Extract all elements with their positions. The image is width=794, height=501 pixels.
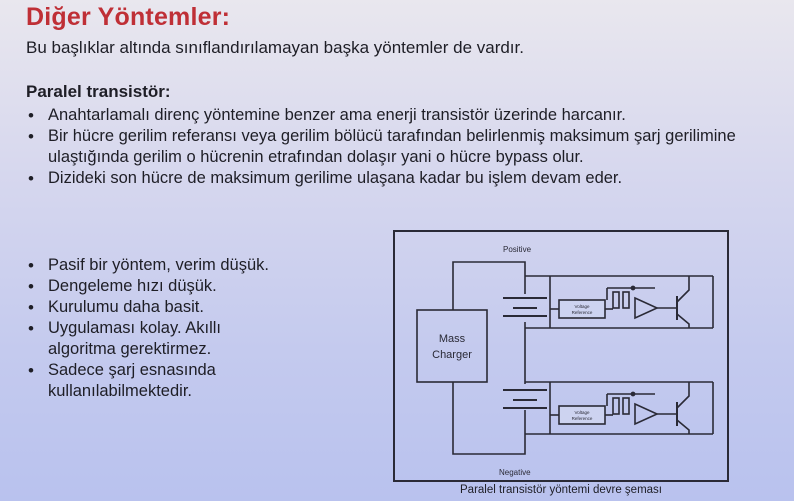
- section-heading: Paralel transistör:: [26, 82, 171, 101]
- top-bullet-list: [26, 105, 756, 189]
- voltage-reference-box: [559, 406, 605, 424]
- intro-text: Bu başlıklar altında sınıflandırılamayan başka yöntemler de vardır.: [26, 38, 524, 57]
- bullet-item: • Bir hücre gerilim referansı veya gerilim bölücü tarafından belirlenmiş maksimum şarj gerilimine ulaştığında gerilim o hücrenin etrafından dolaşır yani o hücre bypass olur.: [26, 126, 756, 168]
- voltage-reference-label: Reference: [571, 416, 593, 421]
- op-amp: [635, 298, 657, 318]
- resistor: [613, 292, 619, 308]
- charger-label-line2: Charger: [432, 349, 472, 361]
- bullet-item: • Anahtarlamalı direnç yöntemine benzer ama enerji transistör üzerinde harcanır.: [26, 105, 756, 126]
- bypass-module-bottom: [525, 382, 713, 434]
- bullet-item: • Dizideki son hücre de maksimum gerilime ulaşana kadar bu işlem devam eder.: [26, 168, 756, 189]
- positive-rail: [453, 262, 525, 310]
- bullet-item: • Sadece şarj esnasında kullanılabilmektedir.: [26, 360, 286, 402]
- negative-label: Negative: [499, 468, 531, 477]
- resistor: [613, 398, 619, 414]
- circuit-schematic: [395, 232, 731, 484]
- op-amp: [635, 404, 657, 424]
- slide-title: Diğer Yöntemler:: [26, 3, 231, 31]
- resistor: [623, 398, 629, 414]
- mass-charger-box: [417, 310, 487, 382]
- bullet-item: • Dengeleme hızı düşük.: [26, 276, 286, 297]
- diagram-caption: Paralel transistör yöntemi devre şeması: [460, 484, 662, 496]
- resistor: [623, 292, 629, 308]
- voltage-reference-label: Reference: [571, 310, 593, 315]
- charger-label-line1: Mass: [438, 333, 466, 345]
- bullet-item: • Uygulaması kolay. Akıllı algoritma gerektirmez.: [26, 318, 286, 360]
- voltage-reference-box: [559, 300, 605, 318]
- negative-rail: [453, 382, 525, 454]
- voltage-reference-label: Voltage: [574, 304, 590, 309]
- bypass-module-top: [525, 276, 713, 328]
- positive-label: Positive: [503, 245, 532, 254]
- circuit-diagram: [393, 230, 729, 482]
- voltage-reference-label: Voltage: [574, 410, 590, 415]
- bullet-item: • Kurulumu daha basit.: [26, 297, 286, 318]
- left-bullet-list: [26, 255, 286, 402]
- bullet-item: • Pasif bir yöntem, verim düşük.: [26, 255, 286, 276]
